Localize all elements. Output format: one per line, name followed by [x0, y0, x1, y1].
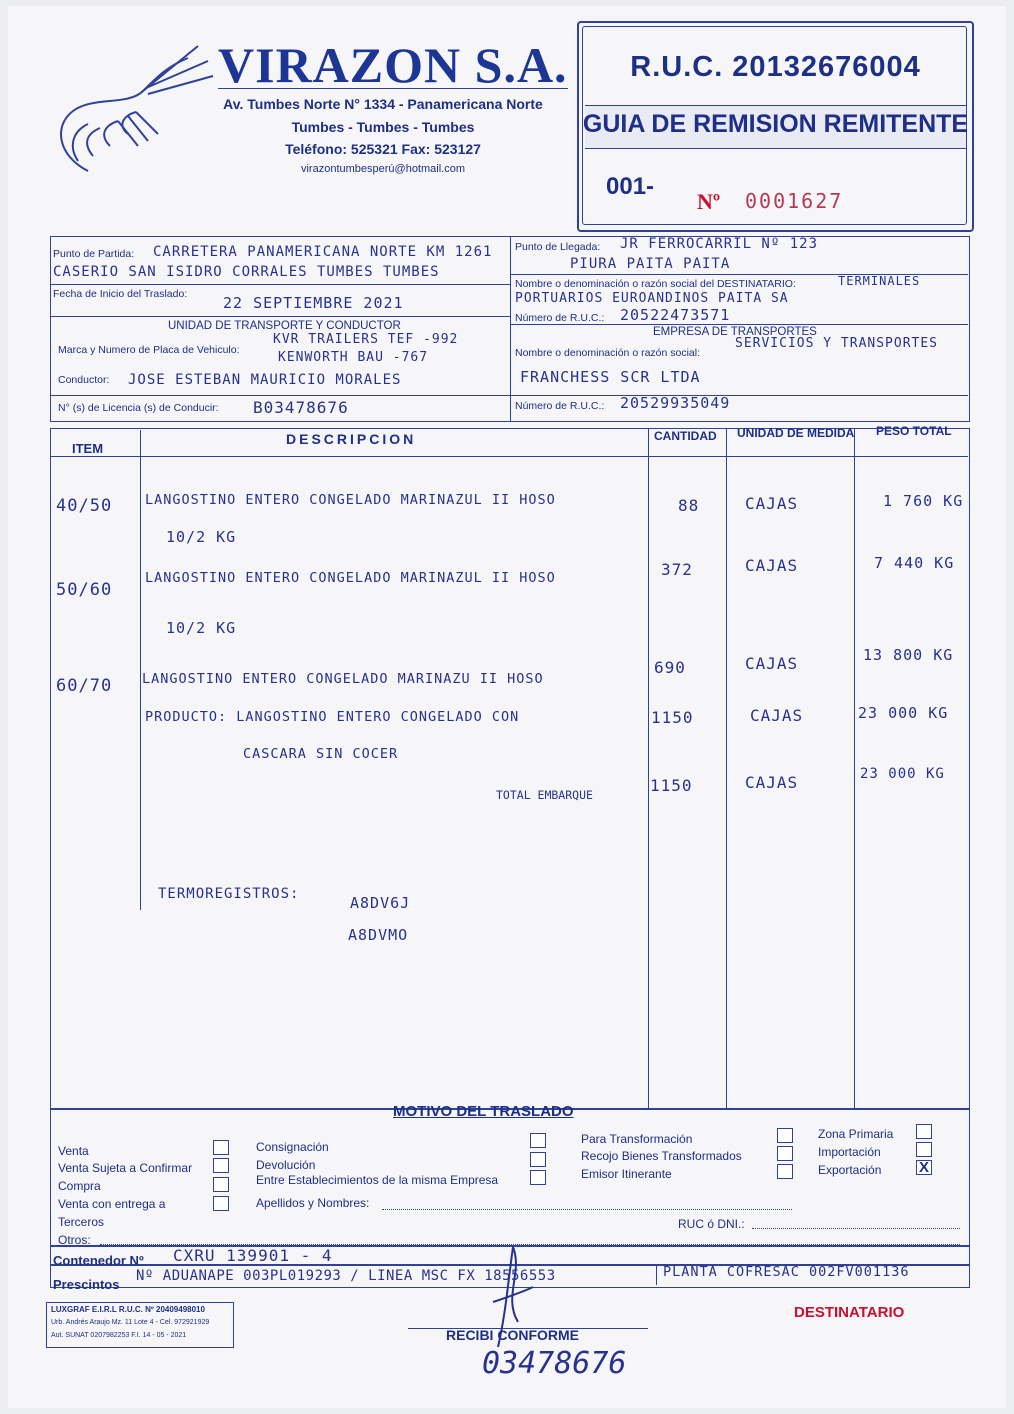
motivo-venta-sujeta: Venta Sujeta a Confirmar [58, 1161, 193, 1175]
checkbox-recojo-bienes[interactable] [777, 1146, 793, 1161]
row1-description: LANGOSTINO ENTERO CONGELADO MARINAZUL II HOSO [145, 492, 556, 508]
value-ruc-destinatario: 20522473571 [620, 306, 731, 324]
checkbox-emisor-itinerante[interactable] [777, 1164, 793, 1179]
checkbox-consignacion[interactable] [530, 1133, 546, 1148]
value-llegada-2: PIURA PAITA PAITA [570, 256, 731, 272]
label-conductor: Conductor: [58, 374, 110, 386]
motivo-ruc-dni: RUC ó DNI.: [678, 1217, 745, 1231]
motivo-consignacion: Consignación [256, 1140, 329, 1154]
motivo-entre-establecimientos: Entre Establecimientos de la misma Empresa [256, 1173, 499, 1187]
value-punto-partida-1: CARRETERA PANAMERICANA NORTE KM 1261 [153, 244, 493, 260]
row1-unidad: CAJAS [745, 494, 799, 513]
termoregistro-1: A8DV6J [350, 894, 411, 912]
label-razon-social: Nombre o denominación o razón social: [515, 347, 701, 359]
termoregistros-label: TERMOREGISTROS: [158, 886, 300, 902]
company-name: VIRAZON S.A. [218, 37, 568, 93]
checkbox-transformacion[interactable] [777, 1128, 793, 1143]
row2-cantidad: 372 [661, 560, 693, 579]
value-razon-social-2: FRANCHESS SCR LTDA [520, 368, 701, 386]
row3-peso: 13 800 KG [863, 646, 954, 664]
company-email: virazontumbesperú@hotmail.com [300, 163, 465, 175]
total-label: TOTAL EMBARQUE [496, 788, 593, 802]
value-placa-1: KVR TRAILERS TEF -992 [273, 332, 459, 347]
contenedor-label: Contenedor Nº [53, 1253, 144, 1268]
value-fecha: 22 SEPTIEMBRE 2021 [223, 294, 404, 312]
row3-cantidad: 690 [654, 658, 686, 677]
printer-line-1: LUXGRAF E.I.R.L R.U.C. Nº 20409498010 [51, 1305, 205, 1314]
value-punto-partida-2: CASERIO SAN ISIDRO CORRALES TUMBES TUMBES [53, 264, 440, 280]
value-razon-social-1: SERVICIOS Y TRANSPORTES [735, 336, 939, 351]
row1-description-2: 10/2 KG [166, 528, 237, 546]
value-llegada-1: JR FERROCARRIL Nº 123 [620, 236, 819, 252]
header-peso-total: PESO TOTAL [876, 424, 952, 438]
signature-icon [478, 1242, 538, 1352]
checkbox-exportacion-checked[interactable]: X [916, 1160, 932, 1175]
row3-description: LANGOSTINO ENTERO CONGELADO MARINAZU II HOSO [142, 671, 544, 687]
producto-unidad: CAJAS [750, 706, 804, 725]
checkbox-compra[interactable] [213, 1177, 229, 1192]
motivo-zona-primaria: Zona Primaria [818, 1127, 894, 1141]
label-punto-llegada: Punto de Llegada: [515, 241, 601, 253]
checkbox-venta[interactable] [213, 1140, 229, 1155]
header-item: ITEM [72, 441, 104, 456]
row2-description: LANGOSTINO ENTERO CONGELADO MARINAZUL II HOSO [145, 570, 556, 586]
row3-item: 60/70 [56, 676, 113, 696]
label-unidad-transporte: UNIDAD DE TRANSPORTE Y CONDUCTOR [168, 320, 401, 332]
header-unidad-medida: UNIDAD DE MEDIDA [737, 426, 855, 440]
header-cantidad: CANTIDAD [654, 429, 717, 443]
label-marca-placa: Marca y Numero de Placa de Vehiculo: [58, 344, 240, 356]
checkbox-venta-sujeta[interactable] [213, 1158, 229, 1173]
motivo-otros: Otros: [58, 1233, 91, 1247]
header-descripcion: DESCRIPCION [286, 431, 417, 447]
motivo-recojo-bienes: Recojo Bienes Transformados [581, 1149, 742, 1163]
label-punto-partida: Punto de Partida: [53, 248, 135, 260]
producto-description: PRODUCTO: LANGOSTINO ENTERO CONGELADO CON [145, 709, 520, 725]
series-number: 001- [606, 173, 655, 200]
value-destinatario-2: PORTUARIOS EUROANDINOS PAITA SA [515, 291, 789, 306]
row1-item: 40/50 [56, 496, 113, 516]
shrimp-logo-icon [48, 36, 218, 181]
checkbox-entre-establecimientos[interactable] [530, 1170, 546, 1185]
producto-peso: 23 000 KG [858, 704, 949, 722]
value-licencia: B03478676 [253, 398, 349, 417]
checkbox-devolucion[interactable] [530, 1152, 546, 1167]
company-phone: Teléfono: 525321 Fax: 523127 [285, 141, 481, 157]
recibi-conforme: RECIBI CONFORME [446, 1327, 579, 1343]
printer-line-2: Urb. Andrés Araujo Mz. 11 Lote 4 - Cel. 972921929 [51, 1319, 210, 1326]
value-destinatario-1: TERMINALES [838, 274, 921, 288]
motivo-emisor-itinerante: Emisor Itinerante [581, 1167, 672, 1181]
copy-label: DESTINATARIO [794, 1304, 905, 1321]
label-empresa-transportes: EMPRESA DE TRANSPORTES [653, 326, 817, 338]
motivo-transformacion: Para Transformación [581, 1132, 693, 1146]
label-licencia: N° (s) de Licencia (s) de Conducir: [58, 402, 219, 414]
printer-line-3: Aut. SUNAT 0207982253 F.I. 14 - 05 - 2021 [51, 1332, 187, 1339]
document-type: GUIA DE REMISION REMITENTE [582, 110, 969, 138]
termoregistro-2: A8DVMO [348, 926, 409, 944]
recibi-number: 03478676 [482, 1346, 627, 1381]
motivo-venta-entrega: Venta con entrega a [58, 1197, 166, 1211]
motivo-importacion: Importación [818, 1145, 881, 1159]
checkbox-zona-primaria[interactable] [916, 1124, 932, 1139]
producto-cantidad: 1150 [651, 708, 694, 727]
motivo-apellidos: Apellidos y Nombres: [256, 1196, 370, 1210]
printer-info [46, 1302, 234, 1348]
total-cantidad: 1150 [650, 776, 693, 795]
row2-description-2: 10/2 KG [166, 619, 237, 637]
label-ruc-transportes: Número de R.U.C.: [515, 400, 605, 412]
precintos-value: Nº ADUANAPE 003PL019293 / LINEA MSC FX 18556553 [136, 1268, 556, 1284]
motivo-exportacion: Exportación [818, 1163, 882, 1177]
row2-peso: 7 440 KG [874, 554, 955, 572]
ruc-box [577, 21, 974, 232]
checkbox-venta-entrega[interactable] [213, 1196, 229, 1211]
value-placa-2: KENWORTH BAU -767 [278, 350, 429, 365]
total-peso: 23 000 KG [860, 766, 945, 782]
document-sheet [8, 6, 1006, 1408]
label-ruc-destinatario: Número de R.U.C.: [515, 312, 605, 324]
ruc-number: R.U.C. 20132676004 [630, 51, 921, 83]
company-city: Tumbes - Tumbes - Tumbes [291, 119, 475, 135]
motivo-compra: Compra [58, 1179, 101, 1193]
checkbox-importacion[interactable] [916, 1142, 932, 1157]
label-fecha-inicio: Fecha de Inicio del Traslado: [53, 288, 188, 300]
row2-item: 50/60 [56, 580, 113, 600]
motivo-venta: Venta [58, 1144, 89, 1158]
producto-description-2: CASCARA SIN COCER [243, 746, 399, 762]
total-unidad: CAJAS [745, 773, 799, 792]
row1-cantidad: 88 [678, 496, 700, 515]
document-number: 0001627 [745, 189, 844, 213]
motivo-title: MOTIVO DEL TRASLADO [393, 1103, 574, 1120]
contenedor-value: CXRU 139901 - 4 [173, 1246, 333, 1265]
label-destinatario: Nombre o denominación o razón social del DESTINATARIO: [515, 278, 796, 290]
company-address: Av. Tumbes Norte N° 1334 - Panamericana Norte [223, 96, 543, 112]
value-ruc-transportes: 20529935049 [620, 394, 731, 412]
row3-unidad: CAJAS [745, 654, 799, 673]
motivo-devolucion: Devolución [256, 1158, 316, 1172]
number-prefix: Nº [697, 189, 721, 214]
motivo-terceros: Terceros [58, 1215, 105, 1229]
value-conductor: JOSE ESTEBAN MAURICIO MORALES [128, 372, 402, 388]
row1-peso: 1 760 KG [883, 492, 964, 510]
row2-unidad: CAJAS [745, 556, 799, 575]
planta-value: PLANTA COFRESAC 002FV001136 [663, 1264, 910, 1280]
precintos-label: Prescintos [53, 1277, 120, 1292]
